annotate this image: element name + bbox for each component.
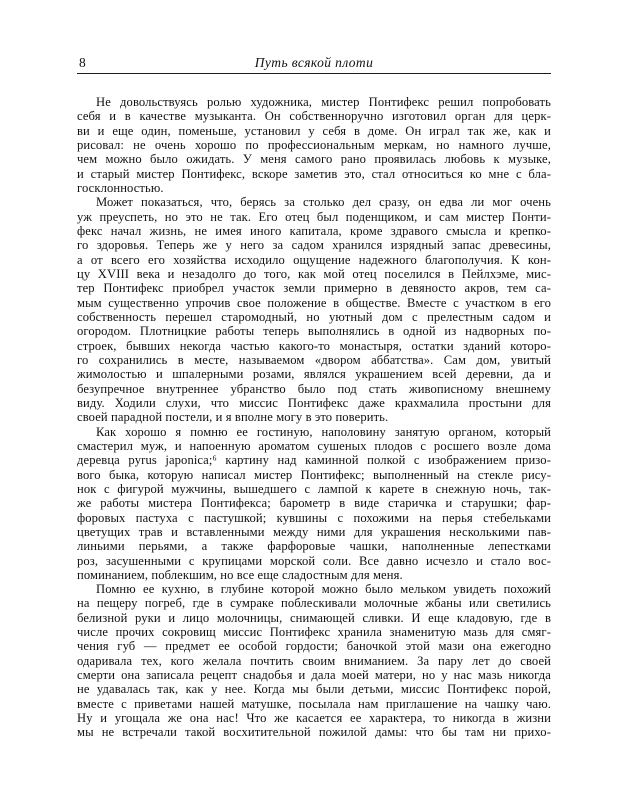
text-line: цу XVIII века и незадолго до того, как мой отец поселился в Пейлхэме, мис- <box>77 266 551 281</box>
text-line: числе прочих сокровищ миссис Понтифекс хранила знаменитую мазь для смяг- <box>77 625 551 640</box>
text-line: одаривала тех, кого желала почтить своим вниманием. За пару лет до своей <box>77 653 551 668</box>
text-line: вместе с приветами нашей матушке, посылала нам приглашение на чашку чаю. <box>77 696 551 711</box>
paragraph <box>77 195 551 424</box>
text-line: безупречное внутреннее убранство было под стать живописному внешнему <box>77 381 551 396</box>
text-line: мым существенно упрочив свое положение в обществе. Вместе с участком в его <box>77 295 551 310</box>
text-line: виду. Ходили слухи, что миссис Понтифекс даже крахмалила простыни для <box>77 395 551 410</box>
text-line: нок с фигурой мужчины, вышедшего с лампой к карете в снежную ночь, так- <box>77 481 551 496</box>
text-line: а от всего его хозяйства исходило ощущение надежного благополучия. К кон- <box>77 252 551 267</box>
text-line: себя и в качестве музыканта. Он собственноручно изготовил орган для церк- <box>77 109 551 124</box>
text-line: Может показаться, что, берясь за столько дел сразу, он едва ли мог очень <box>96 195 551 210</box>
text-line: го сохранились в месте, называемом «двором аббатства». Сам дом, увитый <box>77 352 551 367</box>
text-line: строек, бывших некогда частью какого-то монастыря, остатки зданий которо- <box>77 338 551 353</box>
text-line: Помню ее кухню, в глубине которой можно было мельком увидеть похожий <box>96 582 551 597</box>
paragraph <box>77 95 551 195</box>
text-line: смерти она записала рецепт снадобья и дала моей матери, но у нас мазь никогда <box>77 668 551 683</box>
body-text <box>77 95 551 740</box>
text-line: госклонностью. <box>77 180 164 195</box>
text-line: Не довольствуясь ролью художника, мистер Понтифекс решил попробовать <box>96 95 551 109</box>
text-line: поминанием, поблекшим, но все еще сладостным для меня. <box>77 567 403 582</box>
text-line: чем можно было ожидать. У меня самого рано проявилась любовь к музыке, <box>77 152 551 167</box>
paragraph <box>77 425 551 583</box>
running-title: Путь всякой плоти <box>254 55 374 70</box>
page-number: 8 <box>79 55 86 70</box>
text-line: мы не встречали такой восхитительной пожилой дамы: что бы там ни прихо- <box>77 725 551 740</box>
text-line: жимолостью и шпалерными розами, являлся украшением всей деревни, да и <box>77 367 551 382</box>
text-line: ви и еще один, поменьше, установил у себя в доме. Он играл так же, как и <box>77 123 551 138</box>
text-line: деревца pyrus japonica;⁶ картину над каминной полкой с изображением призо- <box>77 453 551 468</box>
text-line: линьими перьями, а также фарфоровые чашки, наполненные лепестками <box>77 539 551 554</box>
text-line: вого быка, которую написал мистер Понтифекс; выполненный на стекле рису- <box>77 467 551 482</box>
text-line: смастерил муж, и напоенную ароматом сушеных плодов с росшего возле дома <box>77 438 551 453</box>
text-line: на пещеру погреб, где в сумраке поблескивали молочные жбаны или светились <box>77 596 551 611</box>
text-line: уж преуспеть, но это не так. Его отец был поденщиком, и сам мистер Понти- <box>77 209 551 224</box>
text-line: рисовал: не очень хорошо по профессиональным меркам, но намного лучше, <box>77 137 551 152</box>
text-line: тер Понтифекс приобрел участок земли примерно в девяносто акров, тем са- <box>77 281 551 296</box>
text-line: же работы мистера Понтифекса; барометр в виде старичка и старушки; фар- <box>77 496 551 511</box>
text-line: огородом. Плотницкие работы теперь выполнялись в одной из надворных по- <box>77 324 551 339</box>
text-line: чения губ — предмет ее особой гордости; баночкой этой мази она ежегодно <box>77 639 551 654</box>
text-line: не удавалась так, как у нее. Когда мы были детьми, миссис Понтифекс порой, <box>77 682 551 697</box>
text-line: го здоровья. Теперь же у него за садом хранился изрядный запас древесины, <box>77 238 551 253</box>
header-rule <box>77 73 551 74</box>
text-line: Как хорошо я помню ее гостиную, наполовину занятую органом, который <box>96 424 551 439</box>
text-line: форовых пастуха с пастушкой; кувшины с похожими на перья стебельками <box>77 510 551 525</box>
paragraph <box>77 582 551 740</box>
text-line: цветущих трав и вставленными между ними для украшения несколькими пав- <box>77 524 551 539</box>
page-header <box>77 54 551 71</box>
text-line: своей парадной постели, и я вполне могу в это поверить. <box>77 410 389 425</box>
text-line: Ну и угощала же она нас! Что же касается ее характера, то никогда в жизни <box>77 711 551 726</box>
text-line: и старый мистер Понтифекс, вскоре заметив это, стал относиться ко мне с бла- <box>77 166 551 181</box>
text-line: белизной руки и лицо молочницы, снимающей сливки. И еще кладовую, где в <box>77 610 551 625</box>
text-line: собственность перешел старомодный, но уютный дом с прелестным садом и <box>77 309 551 324</box>
text-line: роз, засушенными с крупицами морской соли. Все давно исчезло и стало вос- <box>77 553 551 568</box>
text-line: фекс начал жизнь, не имея иного капитала, кроме здравого смысла и крепко- <box>77 223 551 238</box>
